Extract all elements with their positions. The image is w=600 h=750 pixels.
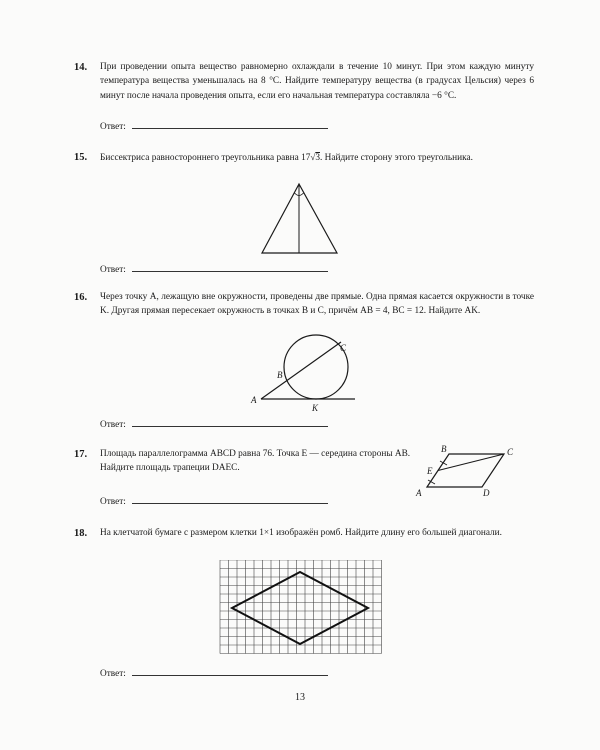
sqrt-sign: √ bbox=[310, 152, 316, 162]
text-part: Биссектриса равностороннего треугольника равна 17 bbox=[100, 153, 311, 163]
answer-line[interactable] bbox=[132, 419, 328, 427]
answer-label: Ответ: bbox=[100, 669, 126, 679]
problem-text: При проведении опыта вещество равномерно охлаждали в течение 10 минут. При этом каждую минуту температура вещества уменьшалась на 8 °С. Найдите температуру вещества (в градусах Цельсия) через 6 минут после начала проведения опыта, если его начальная температура составляла −6 °С. bbox=[100, 62, 534, 101]
parallelogram-figure bbox=[408, 443, 518, 503]
answer-line[interactable] bbox=[132, 264, 328, 272]
answer-line[interactable] bbox=[132, 668, 328, 676]
problem-15 bbox=[74, 150, 534, 165]
grid-rhombus-figure bbox=[216, 560, 386, 660]
answer-field-17[interactable] bbox=[100, 496, 328, 507]
problem-number: 15. bbox=[74, 152, 88, 163]
point-label-b: B bbox=[277, 370, 283, 380]
problem-number: 14. bbox=[74, 62, 88, 73]
problem-text: На клетчатой бумаге с размером клетки 1×1 изображён ромб. Найдите длину его большей диагонали. bbox=[100, 528, 502, 538]
circle-tangent-figure bbox=[245, 328, 375, 418]
answer-label: Ответ: bbox=[100, 420, 126, 430]
point-label-a: A bbox=[416, 488, 422, 498]
answer-field-18[interactable] bbox=[100, 668, 328, 679]
point-label-k: K bbox=[312, 403, 319, 413]
point-label-e: E bbox=[427, 466, 433, 476]
point-label-c: C bbox=[507, 447, 514, 457]
angle-arc-right bbox=[299, 193, 304, 196]
sqrt-argument: 3 bbox=[315, 153, 320, 163]
point-label-a: A bbox=[251, 395, 257, 405]
problem-18 bbox=[74, 526, 534, 540]
problem-text bbox=[100, 150, 534, 165]
answer-label: Ответ: bbox=[100, 122, 126, 132]
answer-line[interactable] bbox=[132, 121, 328, 129]
answer-field-14[interactable] bbox=[100, 121, 328, 132]
point-label-d: D bbox=[483, 488, 490, 498]
point-label-c: C bbox=[340, 343, 347, 353]
problem-number: 16. bbox=[74, 292, 88, 303]
problem-number: 17. bbox=[74, 449, 88, 460]
answer-line[interactable] bbox=[132, 496, 328, 504]
circle bbox=[284, 335, 348, 399]
angle-arc-left bbox=[295, 193, 300, 196]
answer-label: Ответ: bbox=[100, 497, 126, 507]
text-part: . Найдите сторону этого треугольника. bbox=[319, 153, 473, 163]
page-number: 13 bbox=[295, 692, 305, 703]
answer-field-16[interactable] bbox=[100, 419, 328, 430]
triangle-figure bbox=[250, 180, 350, 260]
problem-text: Через точку A, лежащую вне окружности, проведены две прямые. Одна прямая касается окружности в точке K. Другая прямая пересекает окружность в точках B и C, причём AB = 4, BC = 12. Найдите AK. bbox=[100, 292, 534, 317]
answer-label: Ответ: bbox=[100, 265, 126, 275]
answer-field-15[interactable] bbox=[100, 264, 328, 275]
problem-16 bbox=[74, 290, 534, 319]
problem-17 bbox=[74, 447, 414, 476]
problem-14 bbox=[74, 60, 534, 103]
point-label-b: B bbox=[441, 444, 447, 454]
grid bbox=[220, 560, 382, 654]
problem-text: Площадь параллелограмма ABCD равна 76. Точка E — середина стороны AB. Найдите площадь трапеции DAEC. bbox=[100, 449, 411, 474]
problem-number: 18. bbox=[74, 528, 88, 539]
secant-line bbox=[261, 342, 341, 399]
